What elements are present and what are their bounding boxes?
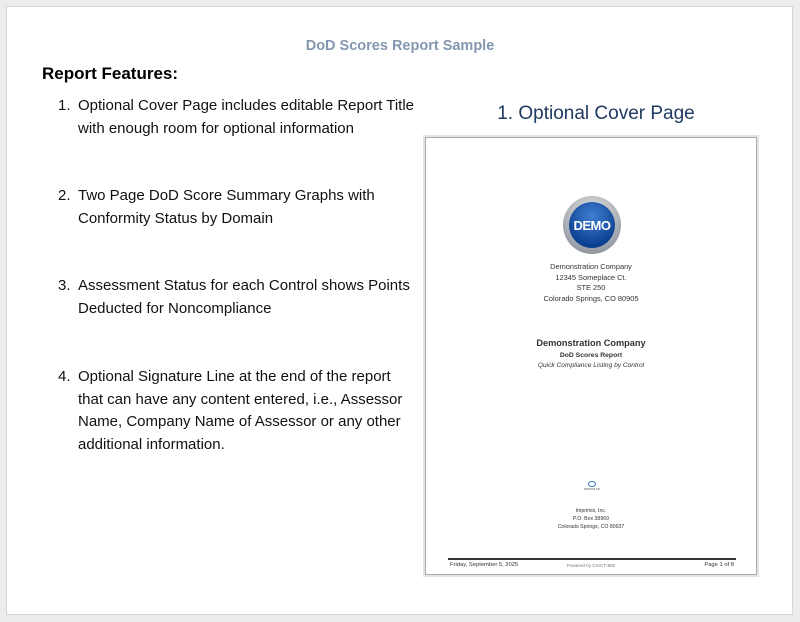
cover-page-preview xyxy=(425,137,757,575)
assessor-address xyxy=(426,507,756,531)
feature-text: Optional Signature Line at the end of the report that can have any content entered, i.e., Assessor Name, Company Name of Assessor or any other additional information. xyxy=(78,368,403,453)
address-line: Colorado Springs, CO 80905 xyxy=(543,293,639,303)
feature-item-2 xyxy=(58,185,418,230)
footer-date: Friday, September 5, 2025 xyxy=(450,562,519,568)
footer-powered-by: Powered by CIACT-800 xyxy=(566,563,616,568)
demo-logo-icon xyxy=(563,196,621,254)
feature-text: Optional Cover Page includes editable Report Title with enough room for optional information xyxy=(78,97,415,137)
feature-text: Two Page DoD Score Summary Graphs with Conformity Status by Domain xyxy=(78,187,375,227)
feature-item-4 xyxy=(58,366,418,456)
cover-report-title: DoD Scores Report xyxy=(559,352,623,359)
feature-item-3 xyxy=(58,275,418,320)
assessor-logo-ring xyxy=(588,481,596,487)
cover-report-subtitle: Quick Compliance Listing by Control xyxy=(537,362,645,369)
assessor-logo-icon xyxy=(583,481,601,491)
footer-divider xyxy=(448,558,736,560)
demo-logo-text: DEMO xyxy=(569,202,615,248)
features-heading: Report Features: xyxy=(42,64,179,83)
address-line: 12345 Someplace Ct. xyxy=(555,272,627,282)
address-line: STE 250 xyxy=(576,283,606,292)
document-title: DoD Scores Report Sample xyxy=(305,38,495,54)
company-address xyxy=(426,262,756,304)
feature-item-1 xyxy=(58,95,418,140)
footer-page-number: Page 1 of 8 xyxy=(704,562,734,568)
cover-company-name: Demonstration Company xyxy=(536,338,646,348)
assessor-line: Colorado Springs, CO 80937 xyxy=(557,524,625,530)
feature-number: 4. xyxy=(58,368,71,385)
assessor-line: Imprimis, Inc. xyxy=(575,508,607,514)
feature-text: Assessment Status for each Control shows Points Deducted for Noncompliance xyxy=(78,277,410,317)
assessor-logo-label: IMPRIMIS INC xyxy=(583,488,601,491)
assessor-line: P.O. Box 38969 xyxy=(573,516,609,522)
cover-page-heading: 1. Optional Cover Page xyxy=(497,103,695,124)
feature-number: 2. xyxy=(58,187,71,204)
feature-number: 1. xyxy=(58,97,71,114)
address-line: Demonstration Company xyxy=(550,262,632,271)
feature-number: 3. xyxy=(58,277,71,294)
